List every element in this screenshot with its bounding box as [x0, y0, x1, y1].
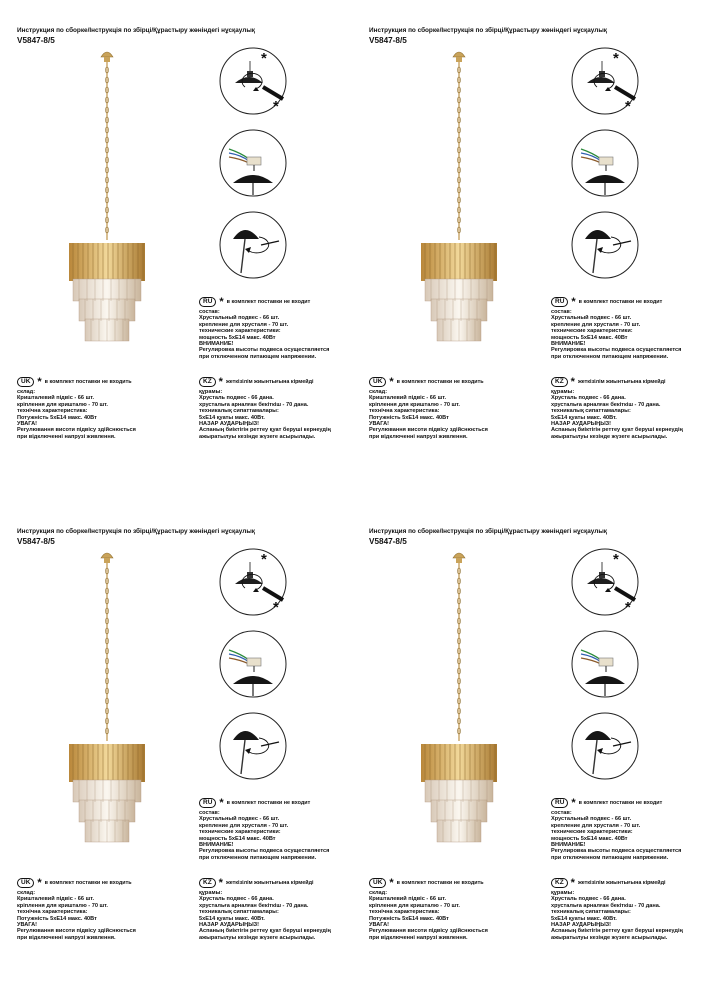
ru-line: Хрустальный подвес - 66 шт. — [199, 816, 280, 823]
ru-line: крепление для хрусталя - 70 шт. — [199, 822, 289, 829]
kz-line: 5xE14 қуаты макс. 40Вт. — [199, 414, 265, 421]
uk-line: кріплення для кришталю - 70 шт. — [369, 401, 460, 408]
uk-line: Кришталевий підвіс - 66 шт. — [369, 896, 447, 903]
ru-line: Хрустальный подвес - 66 шт. — [551, 315, 632, 322]
step-2-wiring-image — [571, 630, 639, 698]
ru-line: крепление для хрусталя - 70 шт. — [551, 321, 641, 328]
ru-star: * — [219, 797, 224, 809]
uk-line: склад: — [369, 389, 388, 395]
ru-line: при отключенном питающем напряжении. — [551, 854, 669, 861]
ru-star: * — [571, 296, 576, 308]
ru-line: технические характеристики: — [551, 829, 633, 836]
uk-line: Потужність 5xE14 макс. 40Вт — [369, 414, 449, 421]
uk-line: технічна характеристика: — [369, 909, 440, 916]
step-1-star-top: * — [613, 551, 619, 568]
ru-line: Регулировка высоты подвеса осуществляется — [199, 347, 330, 354]
kz-line: хрустальға арналған бекіткіш - 70 дана. — [199, 401, 309, 408]
ru-section — [551, 297, 707, 360]
uk-badge: UK — [369, 878, 386, 888]
uk-badge: UK — [369, 377, 386, 387]
uk-line: Регулювання висоти підвісу здійснюється — [369, 928, 488, 935]
kz-line: НАЗАР АУДАРЫҢЫЗ! — [199, 421, 260, 428]
uk-note: в комплект поставки не входить — [396, 378, 484, 385]
uk-line: при відключенні напрузі живлення. — [17, 433, 116, 440]
uk-line: склад: — [17, 890, 36, 896]
ru-line: Регулировка высоты подвеса осуществляется — [199, 848, 330, 855]
kz-star: * — [218, 376, 223, 388]
kz-line: техникалық сипаттамалары: — [199, 408, 279, 415]
ru-badge: RU — [199, 798, 216, 808]
step-1-canopy-mount-image — [219, 548, 287, 616]
uk-note: в комплект поставки не входить — [396, 879, 484, 886]
kz-badge: KZ — [551, 377, 568, 387]
kz-line: 5xE14 қуаты макс. 40Вт. — [199, 915, 265, 922]
uk-star: * — [389, 376, 394, 388]
kz-line: хрустальға арналған бекіткіш - 70 дана. — [199, 902, 309, 909]
kz-line: Аспаның биіктігін реттеу қуат беруші кернеудің — [551, 427, 683, 434]
step-1-star-top: * — [613, 50, 619, 67]
step-2-wiring-image — [219, 630, 287, 698]
uk-line: Потужність 5xE14 макс. 40Вт — [17, 414, 97, 421]
step-1-star-top: * — [261, 50, 267, 67]
ru-section — [199, 297, 369, 360]
ru-line: ВНИМАНИЕ! — [199, 341, 234, 348]
step-1-star-bottom: * — [273, 98, 279, 115]
uk-star: * — [389, 877, 394, 889]
kz-note: жеткізілім жиынтығына кірмейді — [225, 378, 314, 385]
kz-line: НАЗАР АУДАРЫҢЫЗ! — [551, 922, 612, 929]
ru-line: Регулировка высоты подвеса осуществляется — [551, 848, 682, 855]
kz-line: 5xE14 қуаты макс. 40Вт. — [551, 915, 617, 922]
kz-note: жеткізілім жиынтығына кірмейді — [225, 879, 314, 886]
ru-line: ВНИМАНИЕ! — [199, 842, 234, 849]
ru-line: технические характеристики: — [199, 328, 281, 335]
uk-line: при відключенні напрузі живлення. — [369, 433, 468, 440]
uk-line: склад: — [369, 890, 388, 896]
step-1-star-bottom: * — [625, 98, 631, 115]
step-3-chain-adjust-image — [219, 712, 287, 780]
ru-line: мощность 5xE14 макс. 40Вт — [199, 334, 276, 341]
kz-line: хрустальға арналған бекіткіш - 70 дана. — [551, 902, 661, 909]
ru-line: при отключенном питающем напряжении. — [199, 854, 317, 861]
ru-line: Хрустальный подвес - 66 шт. — [551, 816, 632, 823]
kz-line: 5xE14 қуаты макс. 40Вт. — [551, 414, 617, 421]
instruction-title: Инструкция по сборке/Інструкція по збірці/Құрастыру жөніндегі нұсқаулық — [17, 27, 255, 34]
ru-line: Регулировка высоты подвеса осуществляется — [551, 347, 682, 354]
uk-line: технічна характеристика: — [17, 408, 88, 415]
step-3-chain-adjust-image — [571, 712, 639, 780]
uk-line: при відключенні напрузі живлення. — [17, 934, 116, 941]
chandelier-image — [57, 546, 157, 846]
kz-line: құрамы: — [551, 389, 575, 395]
step-3-chain-adjust-image — [571, 211, 639, 279]
kz-section — [199, 377, 369, 440]
step-1-star-bottom: * — [625, 599, 631, 616]
kz-star: * — [218, 877, 223, 889]
step-2-wiring-image — [571, 129, 639, 197]
uk-section — [369, 377, 539, 440]
uk-note: в комплект поставки не входить — [44, 879, 132, 886]
ru-line: состав: — [199, 810, 220, 816]
kz-line: хрустальға арналған бекіткіш - 70 дана. — [551, 401, 661, 408]
kz-star: * — [570, 877, 575, 889]
kz-line: Аспаның биіктігін реттеу қуат беруші кернеудің — [199, 928, 331, 935]
uk-star: * — [37, 877, 42, 889]
uk-note: в комплект поставки не входить — [44, 378, 132, 385]
ru-section — [551, 798, 707, 861]
instruction-panel-1 — [17, 27, 357, 507]
kz-line: Аспаның биіктігін реттеу қуат беруші кернеудің — [551, 928, 683, 935]
uk-line: при відключенні напрузі живлення. — [369, 934, 468, 941]
instruction-title: Инструкция по сборке/Інструкція по збірці/Құрастыру жөніндегі нұсқаулық — [17, 528, 255, 535]
kz-line: құрамы: — [199, 890, 223, 896]
uk-line: УВАГА! — [369, 922, 390, 929]
instruction-panel-2 — [369, 27, 707, 507]
ru-line: состав: — [199, 309, 220, 315]
step-1-canopy-mount-image — [219, 47, 287, 115]
ru-note: в комплект поставки не входит — [578, 298, 663, 305]
step-1-star-bottom: * — [273, 599, 279, 616]
kz-line: Хрусталь подвес - 66 дана. — [551, 896, 626, 903]
ru-line: состав: — [551, 309, 572, 315]
ru-section — [199, 798, 369, 861]
kz-line: техникалық сипаттамалары: — [551, 408, 631, 415]
uk-line: УВАГА! — [17, 421, 38, 428]
instruction-title: Инструкция по сборке/Інструкція по збірці/Құрастыру жөніндегі нұсқаулық — [369, 528, 607, 535]
ru-star: * — [219, 296, 224, 308]
kz-note: жеткізілім жиынтығына кірмейді — [577, 378, 666, 385]
uk-line: Потужність 5xE14 макс. 40Вт — [369, 915, 449, 922]
kz-star: * — [570, 376, 575, 388]
kz-badge: KZ — [551, 878, 568, 888]
chandelier-image — [409, 45, 509, 345]
instruction-panel-3 — [17, 528, 357, 1008]
ru-line: мощность 5xE14 макс. 40Вт — [551, 334, 628, 341]
kz-line: Хрусталь подвес - 66 дана. — [551, 395, 626, 402]
uk-line: Кришталевий підвіс - 66 шт. — [17, 896, 95, 903]
step-3-chain-adjust-image — [219, 211, 287, 279]
uk-star: * — [37, 376, 42, 388]
uk-line: Регулювання висоти підвісу здійснюється — [17, 427, 136, 434]
model-number: V5847-8/5 — [17, 537, 55, 546]
ru-badge: RU — [551, 297, 568, 307]
step-2-wiring-image — [219, 129, 287, 197]
uk-badge: UK — [17, 878, 34, 888]
uk-line: Потужність 5xE14 макс. 40Вт — [17, 915, 97, 922]
kz-line: құрамы: — [199, 389, 223, 395]
uk-badge: UK — [17, 377, 34, 387]
kz-line: НАЗАР АУДАРЫҢЫЗ! — [199, 922, 260, 929]
uk-section — [17, 377, 187, 440]
kz-section — [551, 377, 707, 440]
ru-line: крепление для хрусталя - 70 шт. — [199, 321, 289, 328]
ru-badge: RU — [199, 297, 216, 307]
ru-line: при отключенном питающем напряжении. — [199, 353, 317, 360]
kz-line: НАЗАР АУДАРЫҢЫЗ! — [551, 421, 612, 428]
kz-line: Хрусталь подвес - 66 дана. — [199, 395, 274, 402]
ru-line: технические характеристики: — [551, 328, 633, 335]
ru-line: Хрустальный подвес - 66 шт. — [199, 315, 280, 322]
step-1-canopy-mount-image — [571, 548, 639, 616]
kz-badge: KZ — [199, 878, 216, 888]
ru-line: технические характеристики: — [199, 829, 281, 836]
kz-line: ажыратылуы кезінде жүзеге асырылады. — [199, 433, 316, 440]
uk-line: Кришталевий підвіс - 66 шт. — [369, 395, 447, 402]
uk-line: УВАГА! — [369, 421, 390, 428]
uk-line: Кришталевий підвіс - 66 шт. — [17, 395, 95, 402]
ru-line: крепление для хрусталя - 70 шт. — [551, 822, 641, 829]
instruction-title: Инструкция по сборке/Інструкція по збірці/Құрастыру жөніндегі нұсқаулық — [369, 27, 607, 34]
kz-line: Хрусталь подвес - 66 дана. — [199, 896, 274, 903]
uk-line: технічна характеристика: — [369, 408, 440, 415]
uk-line: технічна характеристика: — [17, 909, 88, 916]
ru-badge: RU — [551, 798, 568, 808]
kz-badge: KZ — [199, 377, 216, 387]
ru-line: мощность 5xE14 макс. 40Вт — [199, 835, 276, 842]
kz-section — [551, 878, 707, 941]
uk-section — [369, 878, 539, 941]
kz-note: жеткізілім жиынтығына кірмейді — [577, 879, 666, 886]
model-number: V5847-8/5 — [369, 537, 407, 546]
instruction-panel-4 — [369, 528, 707, 1008]
kz-line: техникалық сипаттамалары: — [199, 909, 279, 916]
uk-line: Регулювання висоти підвісу здійснюється — [369, 427, 488, 434]
ru-note: в комплект поставки не входит — [226, 799, 311, 806]
kz-line: ажыратылуы кезінде жүзеге асырылады. — [551, 934, 668, 941]
kz-line: техникалық сипаттамалары: — [551, 909, 631, 916]
ru-line: ВНИМАНИЕ! — [551, 341, 586, 348]
ru-line: при отключенном питающем напряжении. — [551, 353, 669, 360]
ru-star: * — [571, 797, 576, 809]
model-number: V5847-8/5 — [17, 36, 55, 45]
uk-line: Регулювання висоти підвісу здійснюється — [17, 928, 136, 935]
kz-section — [199, 878, 369, 941]
ru-note: в комплект поставки не входит — [578, 799, 663, 806]
kz-line: ажыратылуы кезінде жүзеге асырылады. — [199, 934, 316, 941]
uk-line: УВАГА! — [17, 922, 38, 929]
uk-line: кріплення для кришталю - 70 шт. — [17, 902, 108, 909]
ru-note: в комплект поставки не входит — [226, 298, 311, 305]
kz-line: ажыратылуы кезінде жүзеге асырылады. — [551, 433, 668, 440]
step-1-canopy-mount-image — [571, 47, 639, 115]
ru-line: состав: — [551, 810, 572, 816]
kz-line: Аспаның биіктігін реттеу қуат беруші кернеудің — [199, 427, 331, 434]
uk-line: склад: — [17, 389, 36, 395]
kz-line: құрамы: — [551, 890, 575, 896]
model-number: V5847-8/5 — [369, 36, 407, 45]
uk-section — [17, 878, 187, 941]
chandelier-image — [57, 45, 157, 345]
uk-line: кріплення для кришталю - 70 шт. — [369, 902, 460, 909]
uk-line: кріплення для кришталю - 70 шт. — [17, 401, 108, 408]
ru-line: мощность 5xE14 макс. 40Вт — [551, 835, 628, 842]
step-1-star-top: * — [261, 551, 267, 568]
chandelier-image — [409, 546, 509, 846]
ru-line: ВНИМАНИЕ! — [551, 842, 586, 849]
